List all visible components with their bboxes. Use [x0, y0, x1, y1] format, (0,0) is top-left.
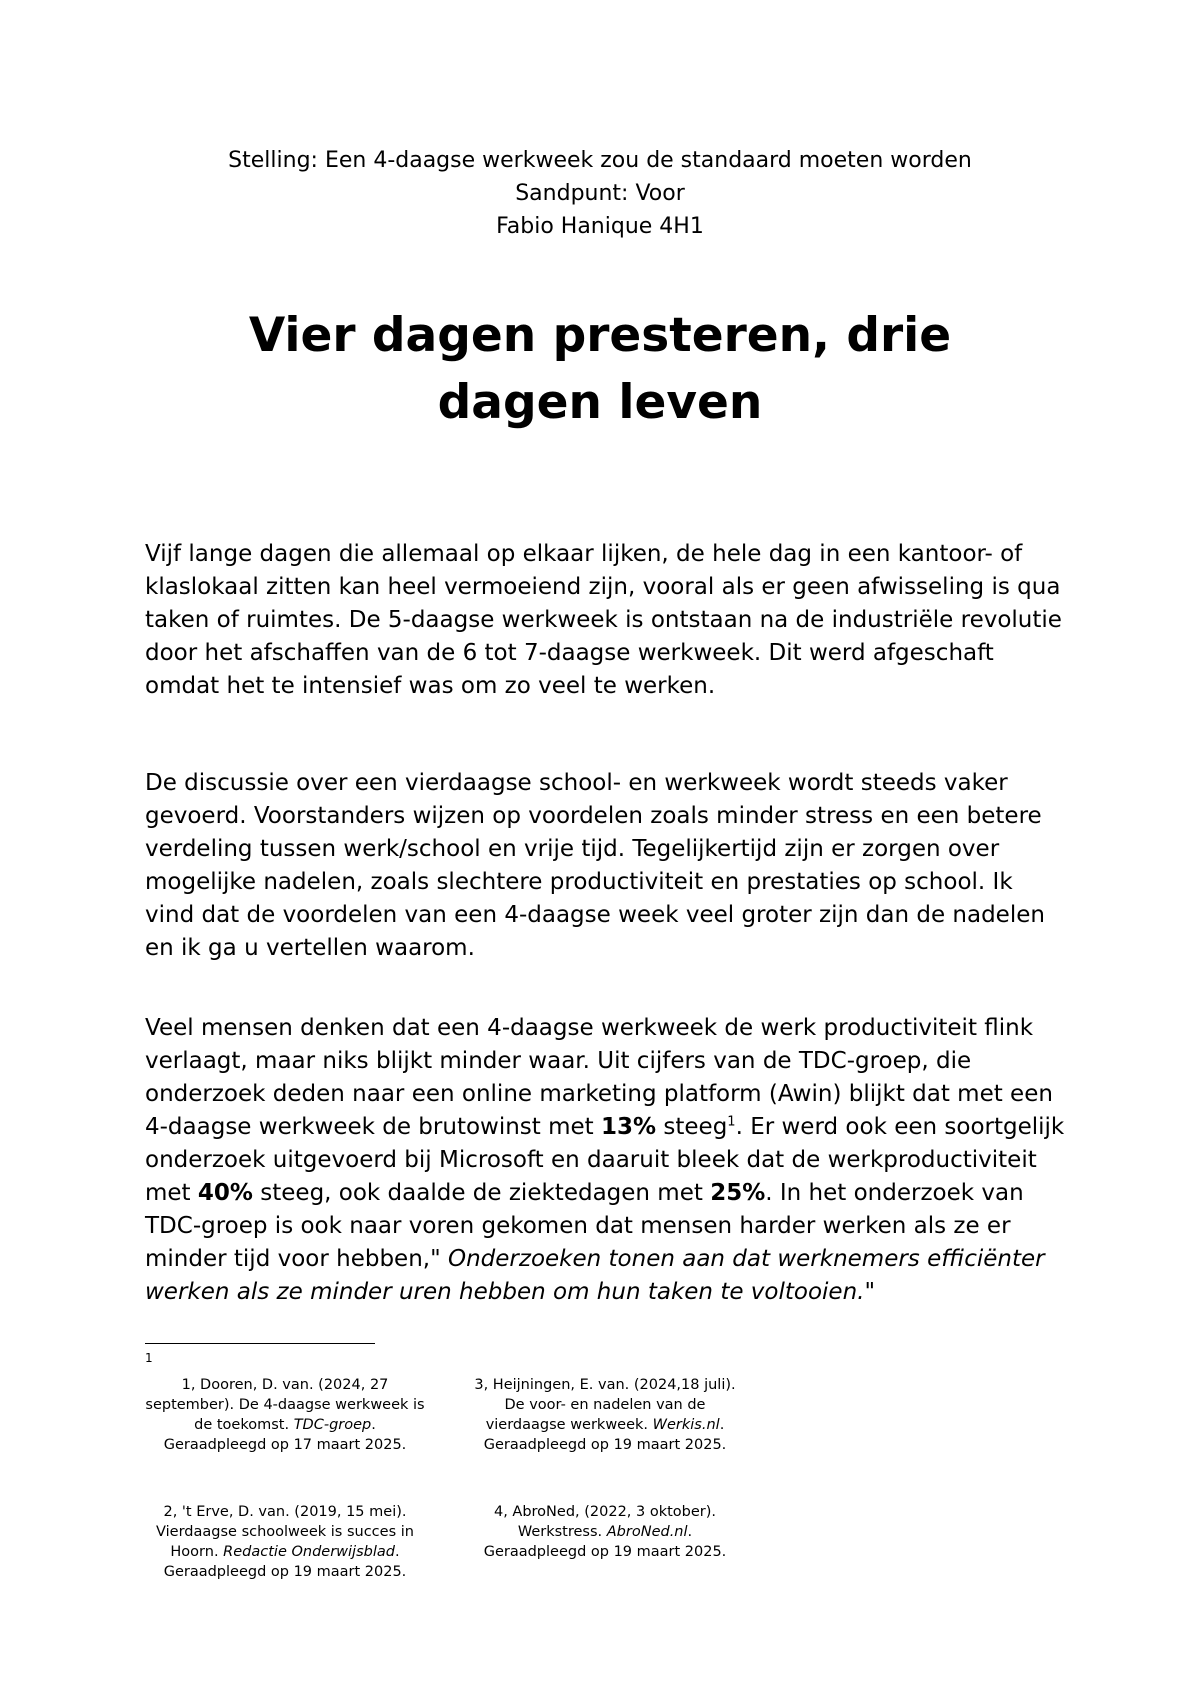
p3-part4: steeg, ook daalde de ziektedagen met: [252, 1180, 711, 1206]
footnote-ref-1: 1: [727, 1114, 736, 1130]
footnote-2-source: Redactie Onderwijsblad: [223, 1544, 395, 1560]
paragraph-3-text: [145, 1012, 1065, 1309]
footnote-2-text: 2, 't Erve, D. van. (2019, 15 mei). Vierdaagse schoolweek is succes in Hoorn.: [156, 1504, 414, 1560]
footnote-marker: 1: [145, 1351, 153, 1365]
footnote-divider: [145, 1343, 375, 1344]
stat-25-percent: 25%: [710, 1180, 766, 1206]
footnote-1-source: TDC-groep: [293, 1417, 372, 1433]
footnote-4-text: 4, AbroNed, (2022, 3 oktober). Werkstress.: [493, 1504, 717, 1540]
footnote-3: [465, 1375, 745, 1455]
footnote-3-source: Werkis.nl: [652, 1417, 720, 1433]
standpunt-line: Sandpunt: Voor: [515, 181, 685, 206]
p3-part1: Veel mensen denken dat een 4-daagse werkweek de werk productiviteit flink verlaagt, maar niks blijkt minder waar. Uit cijfers van de TDC-groep, die onderzoek deden naar een online marketing platform (Awin) blijkt dat met een 4-daagse werkweek de brutowinst met: [145, 1015, 1053, 1140]
title-line-1: Vier dagen presteren, drie: [248, 308, 952, 363]
p3-part6: ": [864, 1279, 876, 1305]
paragraph-2: [145, 767, 1065, 965]
footnote-3-date: . Geraadpleegd op 19 maart 2025.: [483, 1417, 727, 1453]
paragraph-2-text: De discussie over een vierdaagse school- en werkweek wordt steeds vaker gevoerd. Voorstanders wijzen op voordelen zoals minder stress en een betere verdeling tussen werk/school en vrije tijd. Tegelijkertijd zijn er zorgen over mogelijke nadelen, zoals slechtere productiviteit en prestaties op school. Ik vind dat de voordelen van een 4-daagse week veel groter zijn dan de nadelen en ik ga u vertellen waarom.: [145, 770, 1045, 961]
footnote-3-text: 3, Heijningen, E. van. (2024,18 juli). De voor- en nadelen van de vierdaagse werkweek.: [474, 1377, 736, 1433]
stelling-line: Stelling: Een 4-daagse werkweek zou de standaard moeten worden: [228, 148, 972, 173]
author-line: Fabio Hanique 4H1: [496, 214, 704, 239]
title-line-2: dagen leven: [437, 375, 763, 430]
page-title: [0, 302, 1200, 436]
footnote-1-text: 1, Dooren, D. van. (2024, 27 september). De 4-daagse werkweek is de toekomst.: [145, 1377, 425, 1433]
stat-13-percent: 13%: [601, 1114, 657, 1140]
footnote-4-date: . Geraadpleegd op 19 maart 2025.: [483, 1524, 727, 1560]
p3-part2: steeg: [656, 1114, 728, 1140]
footnote-1: [145, 1375, 425, 1455]
footnote-2-date: . Geraadpleegd op 19 maart 2025.: [163, 1544, 407, 1580]
footnote-4-source: AbroNed.nl: [606, 1524, 688, 1540]
stat-40-percent: 40%: [197, 1180, 253, 1206]
paragraph-1: [145, 538, 1065, 703]
footnote-1-date: . Geraadpleegd op 17 maart 2025.: [163, 1417, 407, 1453]
header-block: [0, 144, 1200, 243]
footnote-2: [145, 1502, 425, 1582]
footnote-4: [465, 1502, 745, 1562]
quote-text: Onderzoeken tonen aan dat werknemers efficiënter werken als ze minder uren hebben om hun taken te voltooien.: [145, 1246, 1045, 1305]
paragraph-1-text: Vijf lange dagen die allemaal op elkaar lijken, de hele dag in een kantoor- of klaslokaal zitten kan heel vermoeiend zijn, vooral als er geen afwisseling is qua taken of ruimtes. De 5-daagse werkweek is ontstaan na de industriële revolutie door het afschaffen van de 6 tot 7-daagse werkweek. Dit werd afgeschaft omdat het te intensief was om zo veel te werken.: [145, 541, 1062, 699]
p3-part3: . Er werd ook een soortgelijk onderzoek uitgevoerd bij Microsoft en daaruit bleek dat de werkproductiviteit met: [145, 1114, 1065, 1206]
p3-part5: . In het onderzoek van TDC-groep is ook naar voren gekomen dat mensen harder werken als ze er minder tijd voor hebben,": [145, 1180, 1024, 1272]
paragraph-3: [145, 1012, 1065, 1309]
